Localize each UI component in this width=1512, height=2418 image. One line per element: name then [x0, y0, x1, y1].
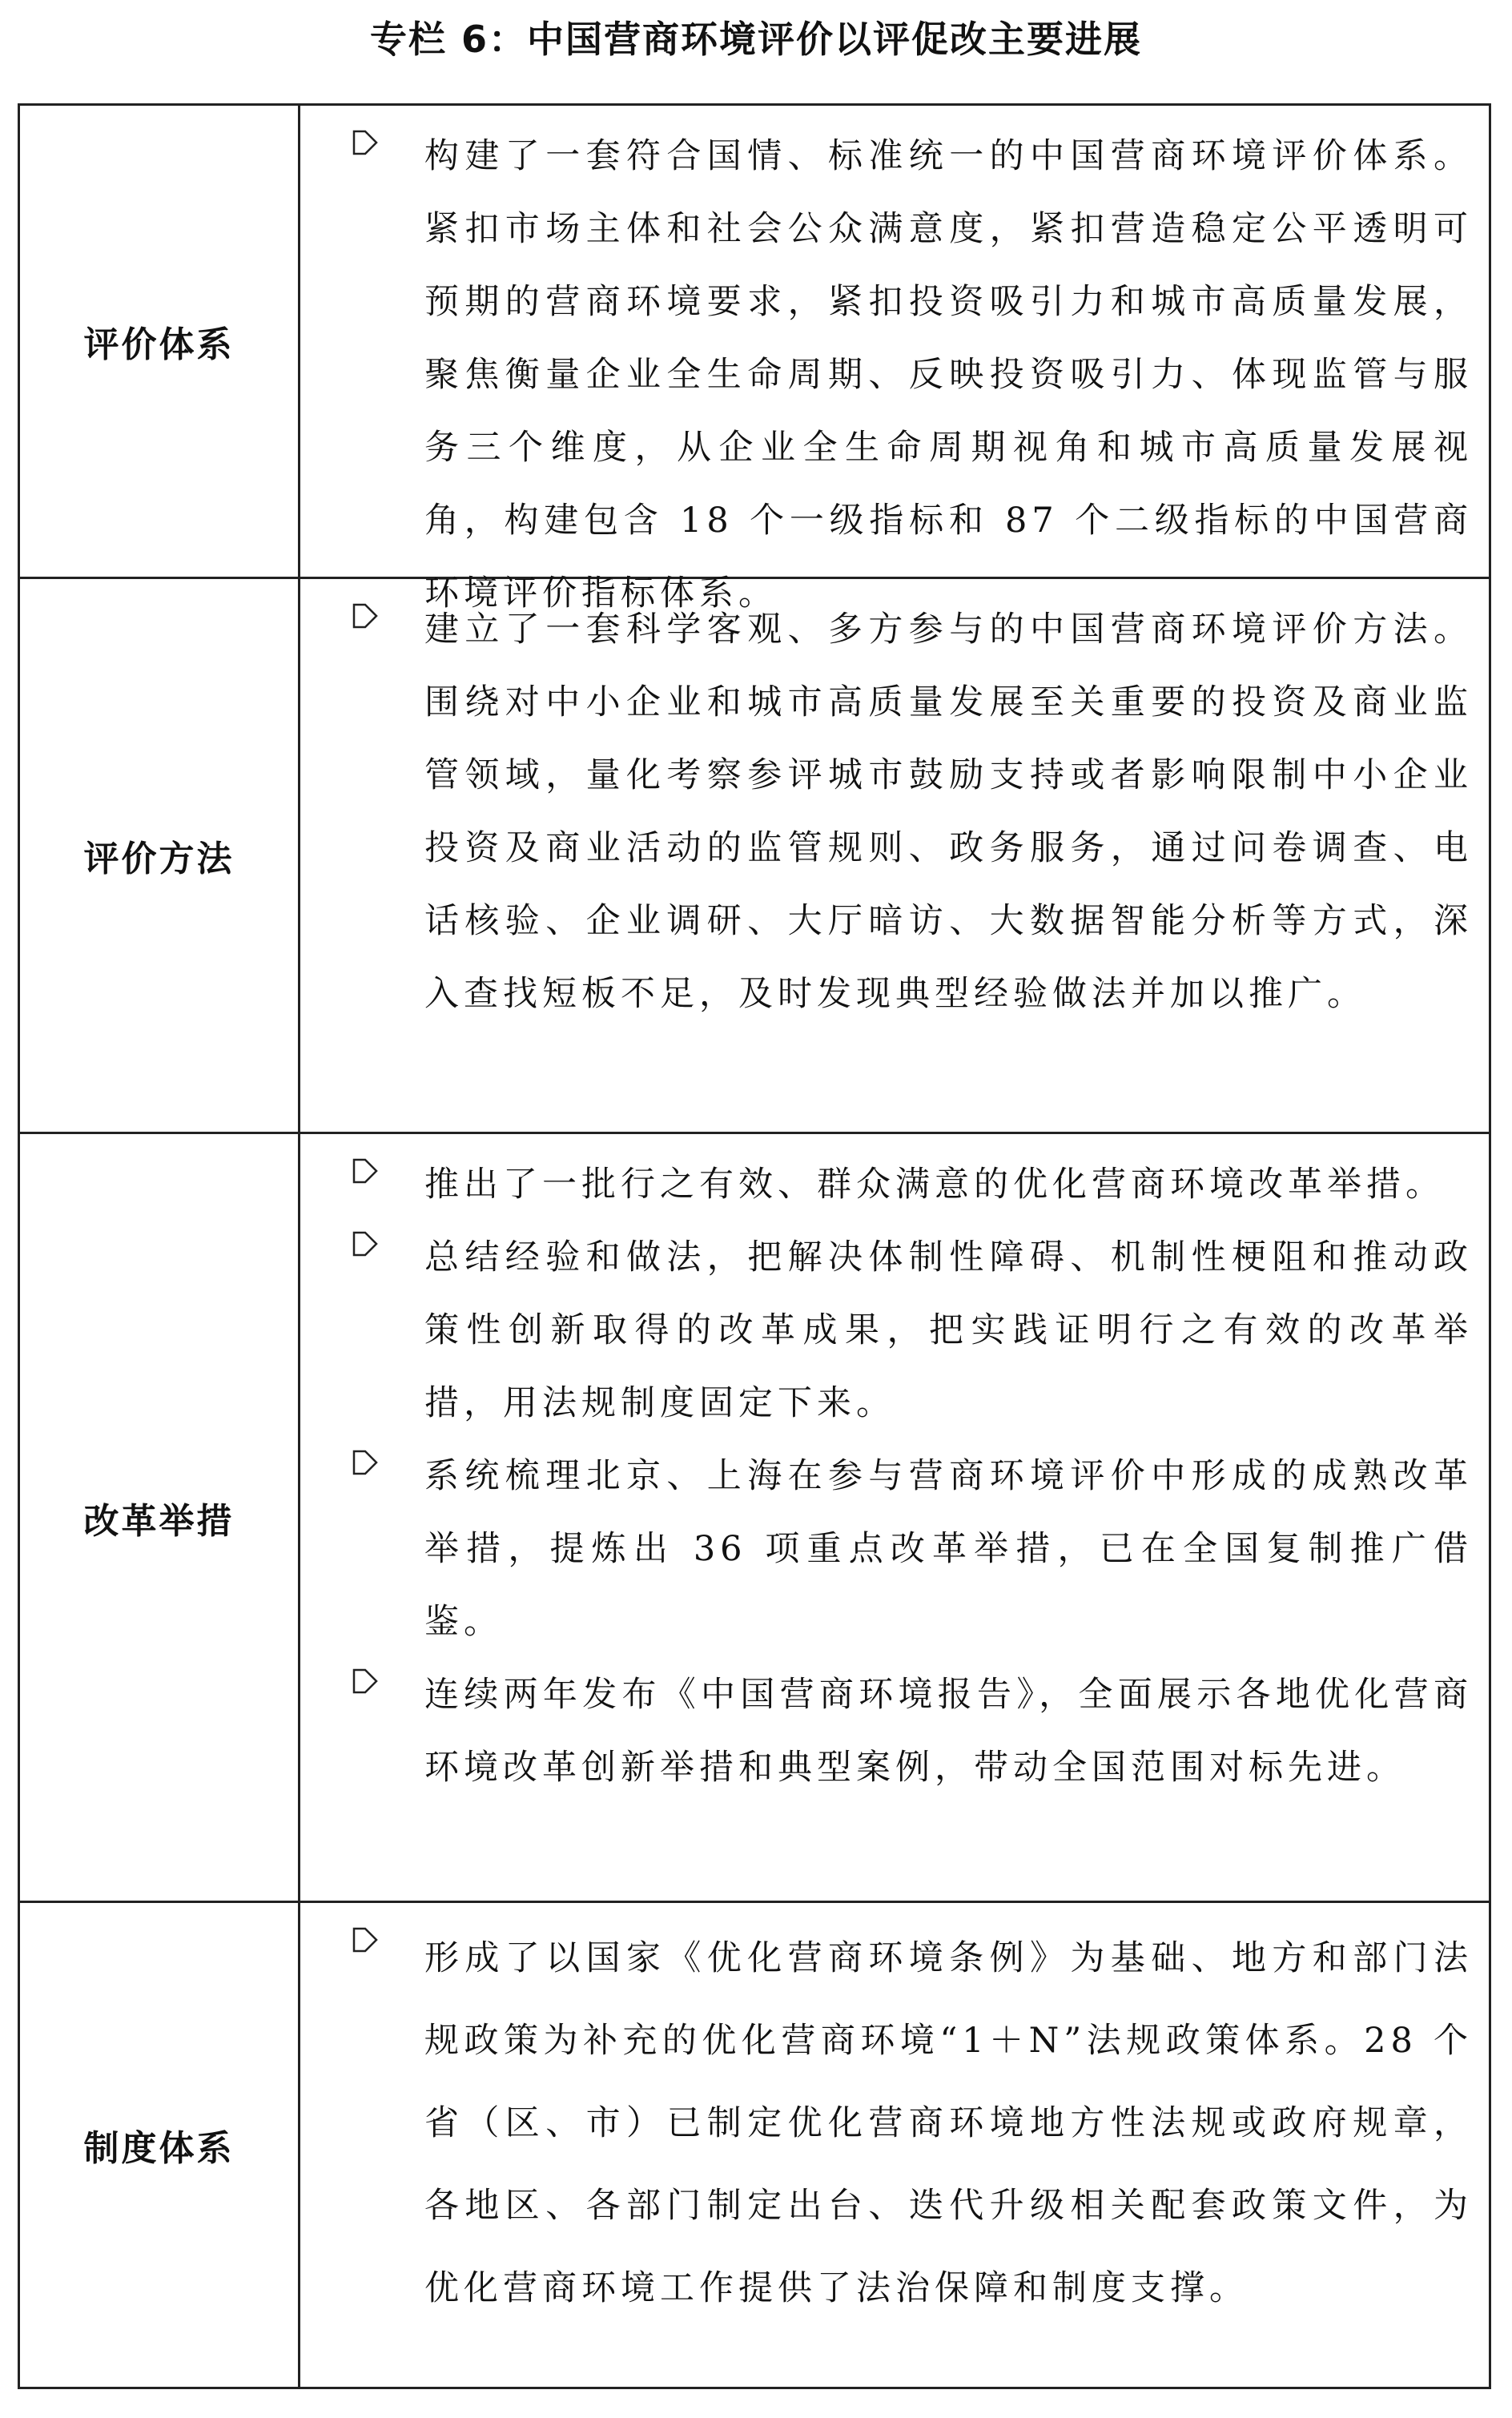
bullet-item: 构建了一套符合国情、标准统一的中国营商环境评价体系。紧扣市场主体和社会公众满意度，紧扣营造稳定公平透明可预期的营商环境要求，紧扣投资吸引力和城市高质量发展，聚焦衡量企业全生命周期、反映投资吸引力、体现监管与服务三个维度，从企业全生命周期视角和城市高质量发展视角，构建包含 18 个一级指标和 87 个二级指标的中国营商环境评价指标体系。 — [303, 120, 1473, 630]
category-label: 制度体系 — [20, 1903, 300, 2387]
category-label: 评价方法 — [20, 579, 300, 1132]
bullet-item: 推出了一批行之有效、群众满意的优化营商环境改革举措。 — [303, 1149, 1473, 1221]
row-content — [303, 1134, 1489, 1901]
bullet-item: 建立了一套科学客观、多方参与的中国营商环境评价方法。围绕对中小企业和城市高质量发展至关重要的投资及商业监管领域，量化考察参评城市鼓励支持或者影响限制中小企业投资及商业活动的监管规则、政务服务，通过问卷调查、电话核验、企业调研、大厅暗访、大数据智能分析等方式，深入查找短板不足，及时发现典型经验做法并加以推广。 — [303, 593, 1473, 1031]
page-title: 专栏 6：中国营商环境评价以评促改主要进展 — [369, 18, 1143, 61]
progress-table — [18, 103, 1491, 2389]
hollow-arrow-icon — [351, 128, 380, 157]
hollow-arrow-icon — [351, 601, 380, 630]
row-content — [303, 1903, 1489, 2387]
hollow-arrow-icon — [351, 1229, 380, 1258]
hollow-arrow-icon — [351, 1157, 380, 1185]
table-row-evaluation-system — [20, 106, 1489, 614]
bullet-item: 系统梳理北京、上海在参与营商环境评价中形成的成熟改革举措，提炼出 36 项重点改革举措，已在全国复制推广借鉴。 — [303, 1440, 1473, 1659]
bullet-item: 连续两年发布《中国营商环境报告》，全面展示各地优化营商环境改革创新举措和典型案例，带动全国范围对标先进。 — [303, 1659, 1473, 1804]
table-row-evaluation-method — [20, 579, 1489, 1134]
category-label: 评价体系 — [20, 106, 300, 577]
row-content — [303, 106, 1489, 614]
category-label: 改革举措 — [20, 1134, 300, 1901]
bullet-item: 形成了以国家《优化营商环境条例》为基础、地方和部门法规政策为补充的优化营商环境“1＋N”法规政策体系。28 个省（区、市）已制定优化营商环境地方性法规或政府规章，各地区、各部门制定出台、迭代升级相关配套政策文件，为优化营商环境工作提供了法治保障和制度支撑。 — [303, 1917, 1473, 2330]
table-row-institutional-system — [20, 1903, 1489, 2387]
bullet-item: 总结经验和做法，把解决体制性障碍、机制性梗阻和推动政策性创新取得的改革成果，把实践证明行之有效的改革举措，用法规制度固定下来。 — [303, 1221, 1473, 1440]
table-row-reform-measures — [20, 1134, 1489, 1903]
hollow-arrow-icon — [351, 1925, 380, 1954]
hollow-arrow-icon — [351, 1448, 380, 1477]
hollow-arrow-icon — [351, 1667, 380, 1696]
row-content — [303, 579, 1489, 1132]
